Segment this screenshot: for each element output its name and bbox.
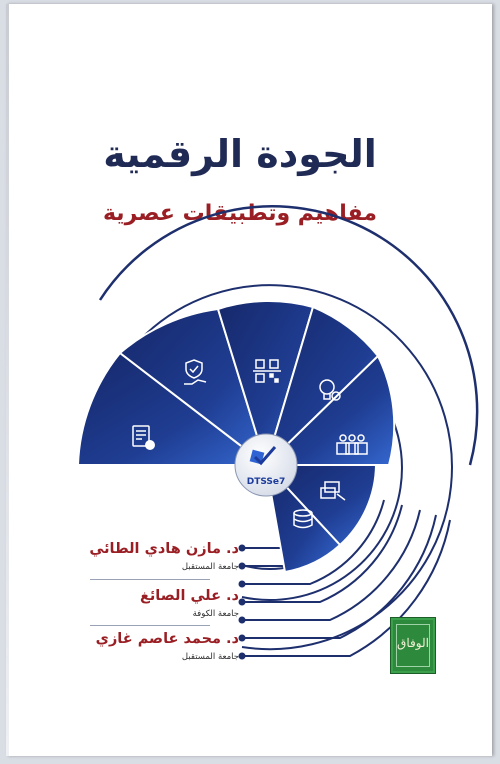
- publisher-name: الوفاق: [397, 636, 429, 650]
- connector-dot: [239, 617, 246, 624]
- connector-dot: [239, 653, 246, 660]
- fan-segments: [78, 301, 394, 572]
- author-separator: [90, 625, 210, 626]
- author-2-affiliation: جامعة الكوفة: [192, 609, 239, 619]
- author-3-name: د. محمد عاصم غازي: [95, 631, 239, 647]
- connector-dot: [239, 599, 246, 606]
- author-1-name: د. مازن هادي الطائي: [89, 541, 239, 557]
- connector-dots: [239, 545, 246, 660]
- book-title: الجودة الرقمية: [103, 132, 377, 176]
- connector-dot: [239, 563, 246, 570]
- author-1: [69, 540, 239, 573]
- author-2: [69, 587, 239, 620]
- author-separator: [90, 579, 210, 580]
- publisher-logo: [390, 617, 436, 674]
- book-subtitle: مفاهيم وتطبيقات عصرية: [102, 201, 378, 226]
- connector-dot: [239, 635, 246, 642]
- connector-dot: [239, 545, 246, 552]
- author-3: [69, 630, 239, 663]
- hub-label: DTSSe7: [246, 477, 286, 487]
- author-1-affiliation: جامعة المستقبل: [181, 562, 239, 572]
- author-3-affiliation: جامعة المستقبل: [181, 652, 239, 662]
- author-2-name: د. علي الصائغ: [139, 588, 239, 604]
- connector-dot: [239, 581, 246, 588]
